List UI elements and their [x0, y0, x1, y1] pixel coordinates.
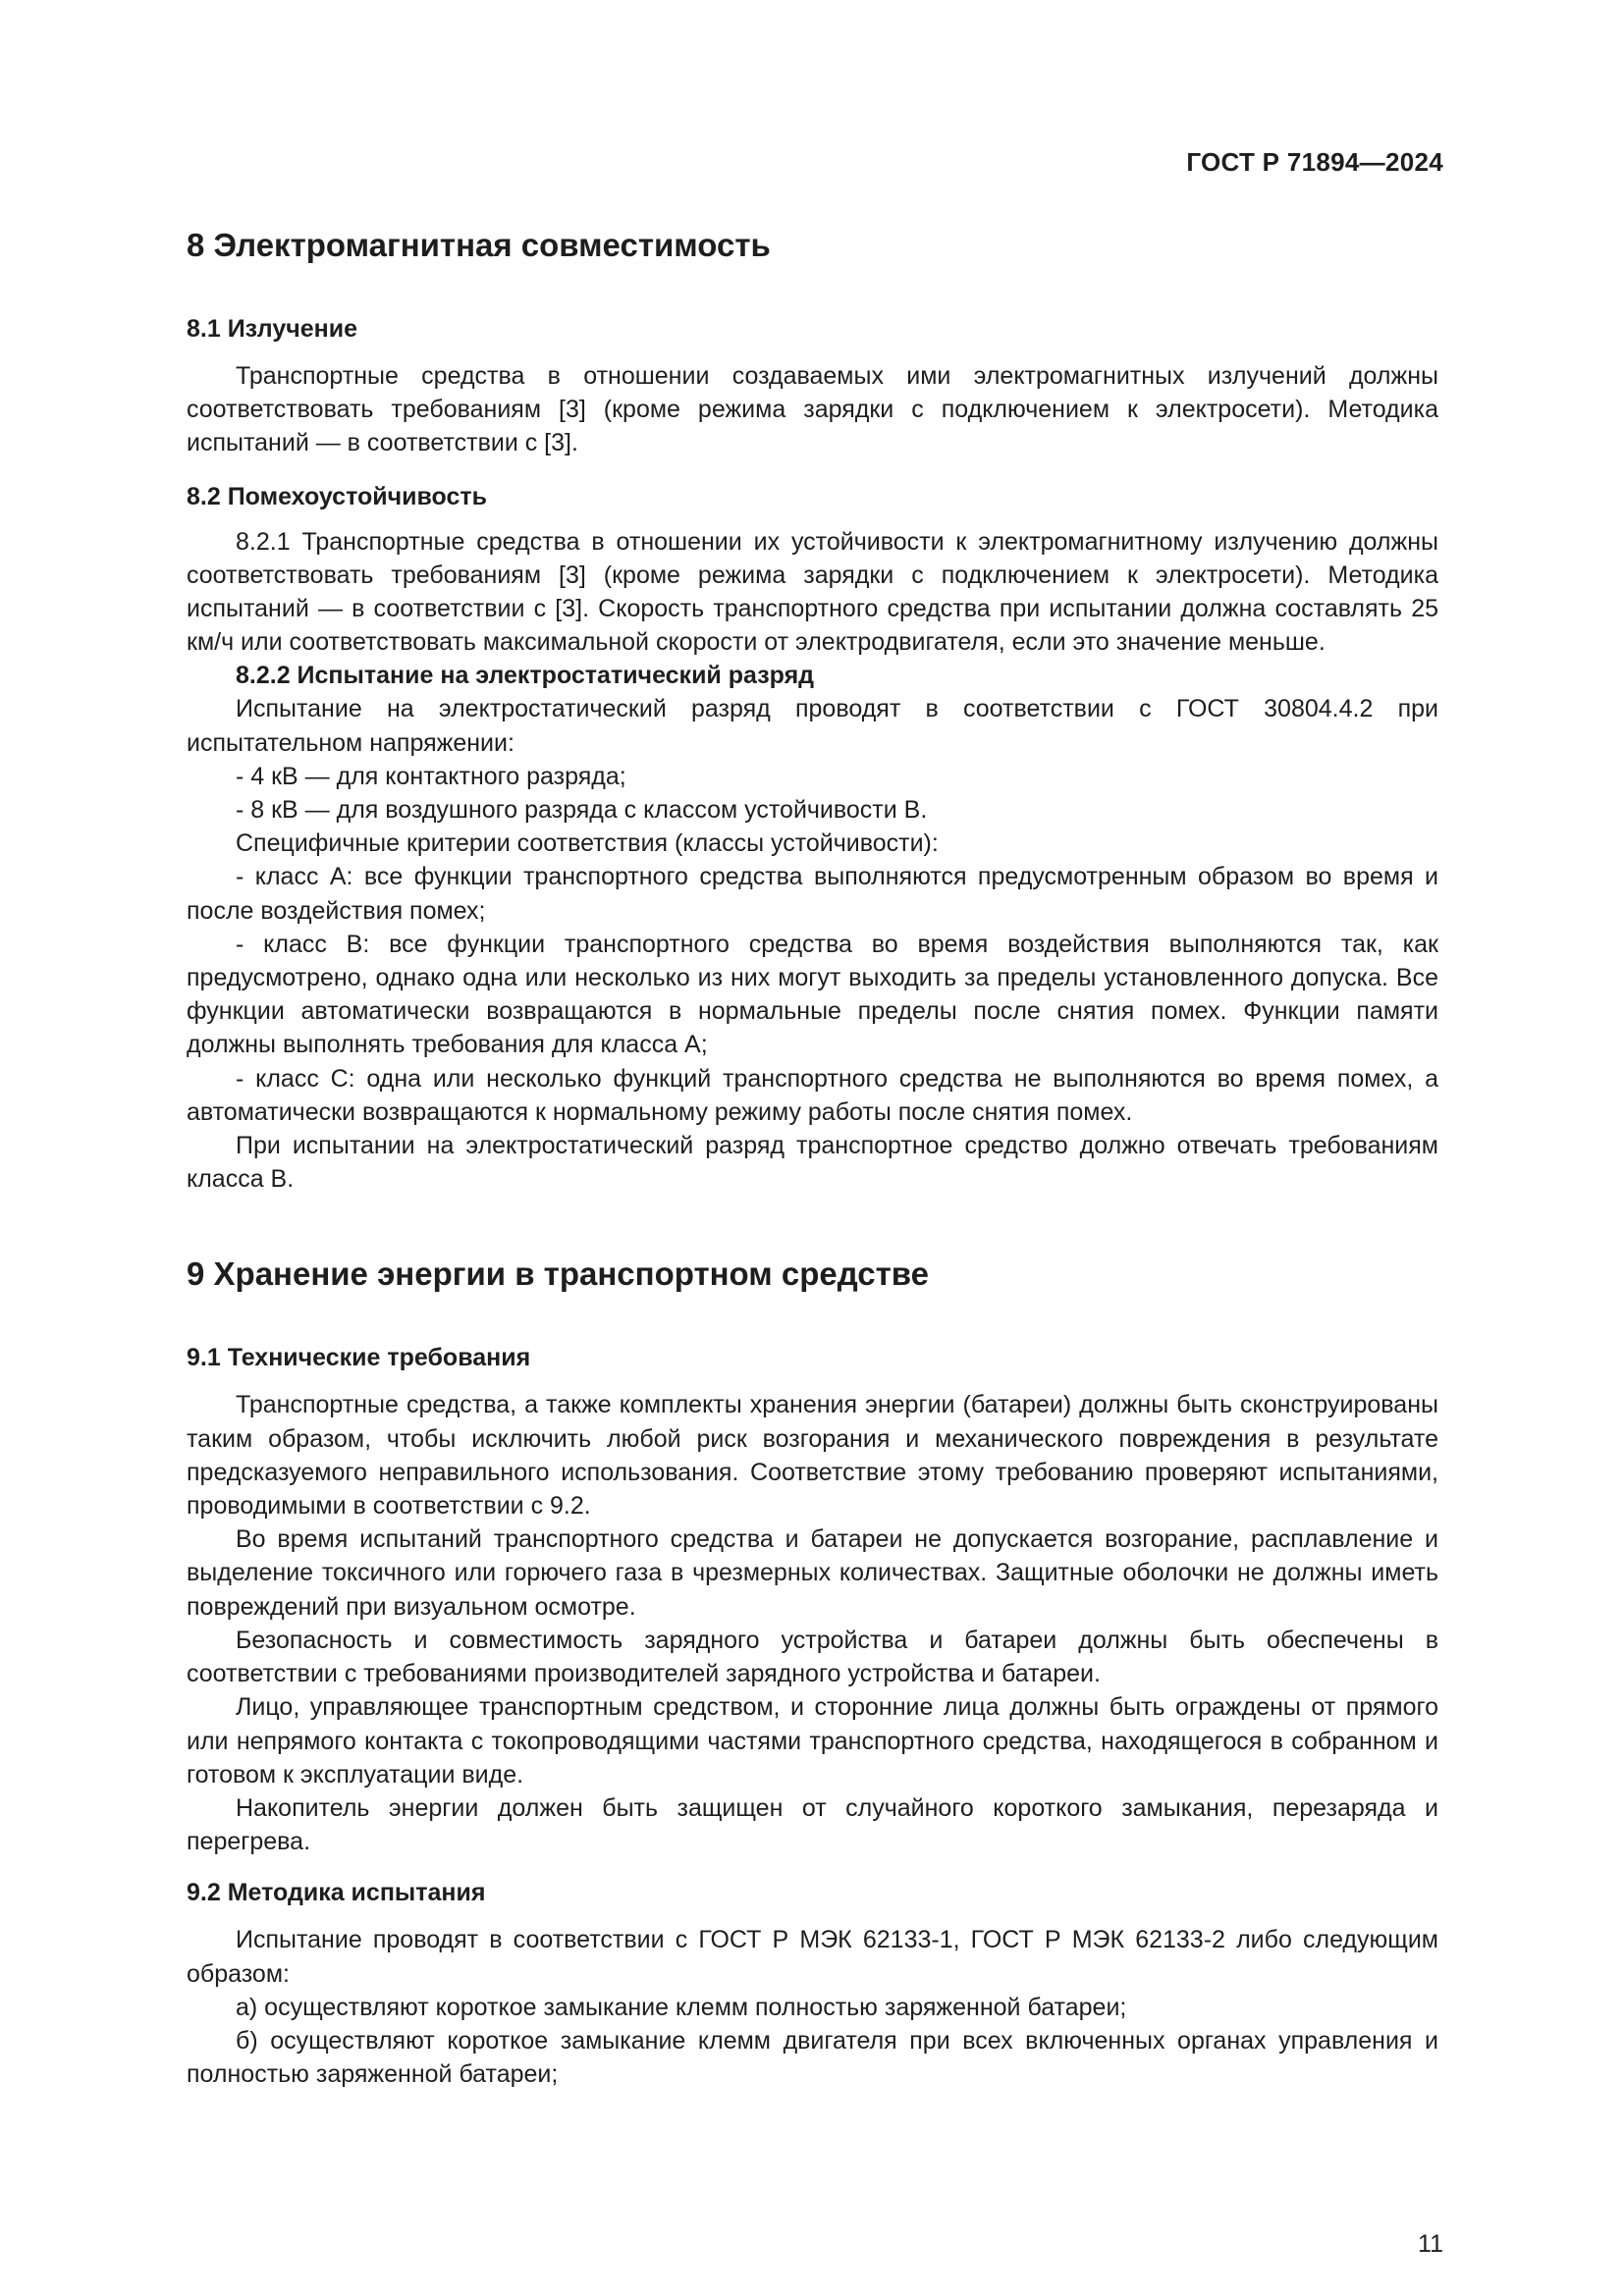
- list-item: а) осуществляют короткое замыкание клемм полностью заряженной батареи;: [236, 1993, 1127, 2021]
- paragraph: Безопасность и совместимость зарядного устройства и батареи должны быть обеспечены в соответствии с требованиями производителей зарядного устройства и батареи.: [187, 1626, 1438, 1688]
- list-item: - класс С: одна или несколько функций транспортного средства не выполняются во время помех, а автоматически возвращаются к нормальному режиму работы после снятия помех.: [187, 1064, 1438, 1126]
- section-8-heading: 8 Электромагнитная совместимость: [187, 227, 771, 263]
- section-8-2-2-heading: 8.2.2 Испытание на электростатический разряд: [236, 662, 815, 690]
- document-code: ГОСТ Р 71894—2024: [1186, 147, 1443, 177]
- paragraph: При испытании на электростатический разряд транспортное средство должно отвечать требованиям класса В.: [187, 1132, 1438, 1194]
- paragraph: Лицо, управляющее транспортным средством, и сторонние лица должны быть ограждены от прямого или непрямого контакта с токопроводящими частями транспортного средства, находящегося в собранном и готовом к эксплуатации виде.: [187, 1693, 1438, 1789]
- section-8-2-heading: 8.2 Помехоустойчивость: [187, 482, 488, 510]
- paragraph: Во время испытаний транспортного средства и батареи не допускается возгорание, расплавление и выделение токсичного или горючего газа в чрезмерных количествах. Защитные оболочки не должны иметь повреждений при визуальном осмотре.: [187, 1525, 1438, 1621]
- section-9-2-heading: 9.2 Методика испытания: [187, 1879, 486, 1907]
- paragraph: Транспортные средства, а также комплекты хранения энергии (батареи) должны быть сконструированы таким образом, чтобы исключить любой риск возгорания и механического повреждения в результате предсказуемого неправильного использования. Соответствие этому требованию проверяют испытаниями, проводимыми в соответствии с 9.2.: [187, 1391, 1438, 1521]
- section-9-heading: 9 Хранение энергии в транспортном средстве: [187, 1255, 929, 1293]
- paragraph: Испытание проводят в соответствии с ГОСТ Р МЭК 62133-1, ГОСТ Р МЭК 62133-2 либо следующим образом:: [187, 1926, 1438, 1988]
- paragraph: Специфичные критерии соответствия (классы устойчивости):: [236, 829, 939, 858]
- page-number: 11: [1418, 2230, 1443, 2258]
- paragraph: [187, 359, 1438, 460]
- list-item: - 4 кВ — для контактного разряда;: [236, 762, 626, 790]
- list-item: - класс А: все функции транспортного средства выполняются предусмотренным образом во время и после воздействия помех;: [187, 863, 1438, 925]
- list-item: - 8 кВ — для воздушного разряда с классом устойчивости В.: [236, 796, 928, 825]
- list-item: - класс В: все функции транспортного средства во время воздействия выполняются так, как предусмотрено, однако одна или несколько из них могут выходить за пределы установленного допуска. Все функции автоматически возвращаются в нормальные пределы после снятия помех. Функции памяти должны выполнять требования для класса А;: [187, 930, 1438, 1059]
- paragraph: 8.2.1 Транспортные средства в отношении их устойчивости к электромагнитному излучению должны соответствовать требованиям [3] (кроме режима зарядки с подключением к электросети). Методика испытаний — в соответствии с [3]. Скорость транспортного средства при испытании должна составлять 25 км/ч или соответствовать максимальной скорости от электродвигателя, если это значение меньше.: [187, 527, 1438, 657]
- paragraph: Накопитель энергии должен быть защищен от случайного короткого замыкания, перезаряда и перегрева.: [187, 1793, 1438, 1856]
- list-item: б) осуществляют короткое замыкание клемм двигателя при всех включенных органах управления и полностью заряженной батареи;: [187, 2026, 1438, 2089]
- section-9-1-heading: 9.1 Технические требования: [187, 1344, 531, 1372]
- section-8-1-heading: 8.1 Излучение: [187, 315, 358, 343]
- page-content: [187, 220, 1438, 2091]
- paragraph: Испытание на электростатический разряд проводят в соответствии с ГОСТ 30804.4.2 при испытательном напряжении:: [187, 695, 1438, 757]
- paragraph-text: Транспортные средства в отношении создаваемых ими электромагнитных излучений должны соответствовать требованиям [3] (кроме режима зарядки с подключением к электросети). Методика испытаний — в соответствии с [3].: [187, 362, 1438, 457]
